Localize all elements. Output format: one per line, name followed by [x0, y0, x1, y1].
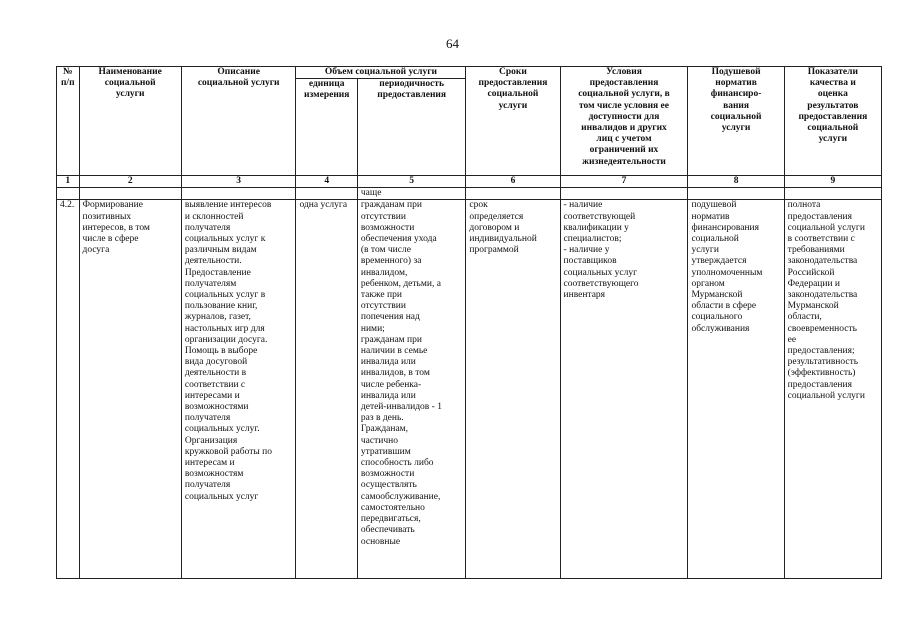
column-number-row [57, 176, 882, 188]
continuation-row [57, 188, 882, 200]
row-norm: подушевой норматив финансирования социальной услуги утверждается уполномоченным органом Мурманской области в сфере социального обслуживания [688, 200, 784, 579]
column-number: 1 [57, 176, 80, 188]
row-conditions: - наличие соответствующей квалификации у специалистов; - наличие у поставщиков социальных услуг соответствующего инвентаря [560, 200, 688, 579]
row-periodicity: гражданам при отсутствии возможности обеспечения ухода (в том числе временного) за инвалидом, ребенком, детьми, а также при отсутствии попечения над ними; гражданам при наличии в семье инвалида или инвалидов, в том числе ребенка- инвалида или детей-инвалидов - 1 раз в день. Гражданам, частично утратившим способность либо возможности осуществлять самообслуживание, самостоятельно передвигаться, обеспечивать основные [357, 200, 465, 579]
header-conditions: Условия предоставления социальной услуги, в том числе условия ее доступности для инвалидов и других лиц с учетом ограничений их жизнедеятельности [560, 67, 688, 176]
row-name: Формирование позитивных интересов, в том числе в сфере досуга [79, 200, 181, 579]
row-num: 4.2. [57, 200, 80, 579]
header-volume: Объем социальной услуги [296, 67, 466, 79]
header-name: Наименование социальной услуги [79, 67, 181, 176]
header-unit: единица измерения [296, 79, 357, 176]
header-periodicity: периодичность предоставления [357, 79, 465, 176]
row-indicators: полнота предоставления социальной услуги в соответствии с требованиями законодательства Российской Федерации и законодательства Мурманской области, своевременность ее предоставления; результативность (эффективность) предоставления социальной услуги [784, 200, 881, 579]
header-row-top [57, 67, 882, 79]
page-number: 64 [446, 36, 459, 51]
row-description: выявление интересов и склонностей получателя социальных услуг к различным видам деятельности. Предоставление получателям социальных услуг в пользование книг, журналов, газет, настольных игр для организации досуга. Помощь в выборе вида досуговой деятельности в соответствии с интересами и возможностями получателя социальных услуг. Организация кружковой работы по интересам и возможностям получателя социальных услуг [181, 200, 296, 579]
column-number: 4 [296, 176, 357, 188]
column-number: 8 [688, 176, 784, 188]
continuation-text: чаще [357, 188, 465, 200]
column-number: 9 [784, 176, 881, 188]
column-number: 2 [79, 176, 181, 188]
header-num: № п/п [57, 67, 80, 176]
column-number: 3 [181, 176, 296, 188]
header-norm: Подушевой норматив финансиро- вания социальной услуги [688, 67, 784, 176]
column-number: 7 [560, 176, 688, 188]
column-number: 6 [466, 176, 560, 188]
table-row [57, 200, 882, 579]
column-number: 5 [357, 176, 465, 188]
row-terms: срок определяется договором и индивидуальной программой [466, 200, 560, 579]
header-indicators: Показатели качества и оценка результатов предоставления социальной услуги [784, 67, 881, 176]
header-description: Описание социальной услуги [181, 67, 296, 176]
social-services-table [56, 66, 882, 579]
row-unit: одна услуга [296, 200, 357, 579]
header-terms: Сроки предоставления социальной услуги [466, 67, 560, 176]
